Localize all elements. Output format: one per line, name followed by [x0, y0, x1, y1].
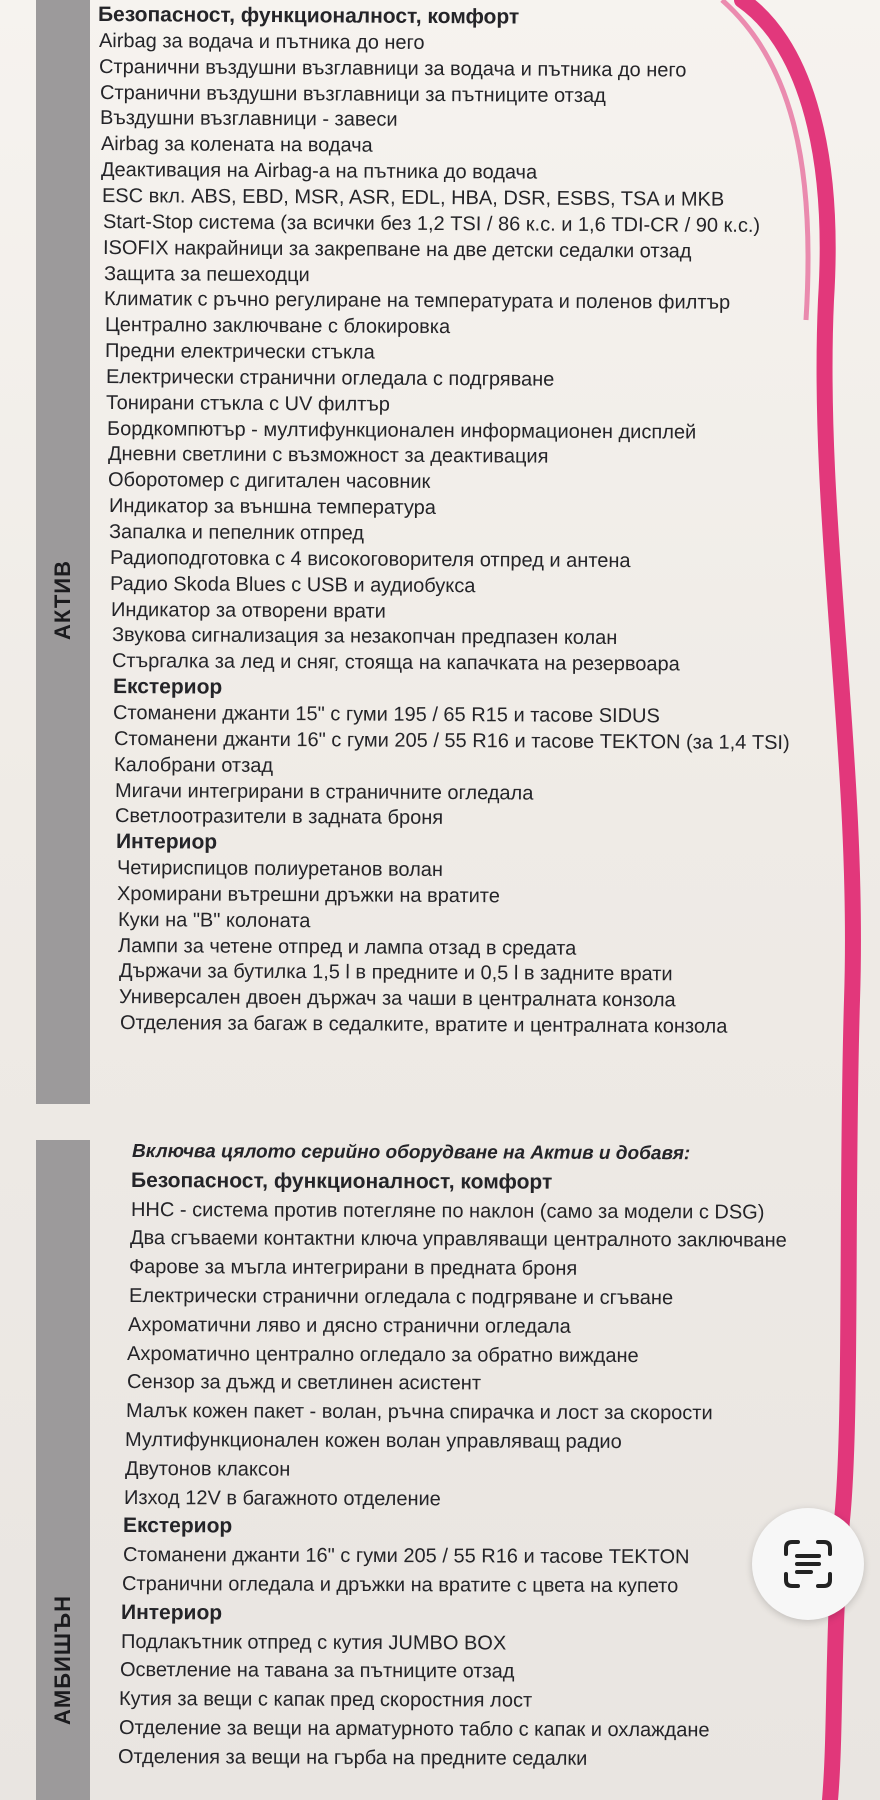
equipment-item: Индикатор за отворени врати	[110, 598, 386, 623]
equipment-item: Деактивация на Airbag-а на пътника до водача	[101, 159, 538, 184]
equipment-item: Запалка и пепелник отпред	[109, 521, 365, 545]
equipment-item: Стоманени джанти 16" с гуми 205 / 55 R16 и тасове TEKTON (за 1,4 TSI)	[113, 727, 790, 754]
equipment-item: Сензор за дъжд и светлинен асистент	[126, 1371, 481, 1395]
equipment-item: Отделение за вещи на арматурното табло с капак и охлаждане	[118, 1717, 710, 1742]
equipment-item: Бордкомпютър - мултифункционален информационен дисплей	[106, 417, 697, 444]
equipment-item: Фарове за мъгла интегрирани в предната броня	[129, 1256, 578, 1280]
equipment-item: Странични огледала и дръжки на вратите с цвета на купето	[121, 1573, 679, 1598]
equipment-item: Радио Skoda Blues с USB и аудиобукса	[110, 572, 476, 597]
equipment-item: Два сгъваеми контактни ключа управляващи централното заключване	[129, 1227, 787, 1253]
equipment-item: Предни електрически стъкла	[105, 340, 376, 364]
equipment-item: Start-Stop система (за всички без 1,2 TSI / 86 к.с. и 1,6 TDI-CR / 90 к.с.)	[102, 210, 760, 237]
equipment-item: Осветление на тавана за пътниците отзад	[119, 1659, 515, 1683]
equipment-item: Климатик с ръчно регулиране на температурата и поленов филтър	[104, 288, 731, 315]
equipment-item: Хромирани вътрешни дръжки на вратите	[117, 882, 501, 908]
equipment-item: Странични въздушни възглавници за водача и пътника до него	[99, 55, 687, 82]
equipment-item: Въздушни възглавници - завеси	[100, 107, 398, 132]
band-label-ambishan-text: АМБИШЪН	[50, 1595, 75, 1725]
band-label-aktiv	[36, 520, 90, 680]
equipment-item: Държачи за бутилка 1,5 l в предните и 0,5 l в задните врати	[118, 960, 673, 986]
equipment-item: Изход 12V в багажното отделение	[123, 1486, 441, 1510]
equipment-item: Стоманени джанти 15" с гуми 195 / 65 R15 и тасове SIDUS	[113, 701, 661, 728]
equipment-item: Електрически странични огледала с подгряване и сгъване	[128, 1285, 673, 1310]
equipment-item: Индикатор за външна температура	[108, 495, 436, 520]
equipment-item: Куки на "B" колоната	[117, 908, 311, 932]
equipment-item: Оборотомер с дигитален часовник	[108, 469, 431, 494]
section-heading: Безопасност, функционалност, комфорт	[131, 1168, 553, 1194]
equipment-item: Отделения за вещи на гърба на предните седалки	[117, 1745, 588, 1770]
equipment-item: Дневни светлини с възможност за деактивация	[107, 443, 549, 469]
equipment-item: Ахроматично централно огледало за обратно виждане	[127, 1342, 640, 1367]
section-heading: Екстериор	[123, 1514, 233, 1538]
equipment-item: Четириспицов полиуретанов волан	[116, 857, 443, 882]
equipment-item: ISOFIX накрайници за закрепване на две детски седалки отзад	[102, 236, 692, 263]
equipment-item: Airbag за колената на водача	[100, 133, 373, 157]
section-heading: Интериор	[121, 1600, 223, 1625]
section-band-ambishan	[36, 1140, 90, 1800]
equipment-item: Отделения за багаж в седалките, вратите и централната конзола	[119, 1012, 728, 1038]
band-label-ambishan	[36, 1540, 90, 1780]
text-scan-button[interactable]	[752, 1508, 864, 1620]
equipment-item: Звукова сигнализация за незакопчан предпазен колан	[111, 624, 617, 650]
band-label-aktiv-text: АКТИВ	[50, 559, 76, 641]
equipment-item: Универсален двоен държач за чаши в централната конзола	[119, 986, 677, 1012]
section-intro: Включва цялото серийно оборудване на Актив и добавя:	[131, 1141, 691, 1165]
equipment-item: ESC вкл. ABS, EBD, MSR, ASR, EDL, HBA, DSR, ESBS, TSA и MKB	[101, 184, 725, 211]
equipment-item: Мигачи интегрирани в страничните огледала	[114, 779, 534, 805]
section-heading: Екстериор	[112, 675, 223, 699]
equipment-item: Подлакътник отпред с кутия JUMBO BOX	[120, 1630, 506, 1655]
equipment-item: Светлоотразители в задната броня	[115, 805, 444, 830]
section-heading: Интериор	[115, 830, 218, 854]
equipment-item: Защита за пешеходци	[103, 262, 310, 286]
text-scan-icon	[778, 1534, 838, 1594]
equipment-item: Стоманени джанти 16" с гуми 205 / 55 R16 и тасове TEKTON	[122, 1544, 690, 1569]
equipment-item: Калобрани отзад	[114, 753, 274, 777]
equipment-item: Стъргалка за лед и сняг, стояща на капачката на резервоара	[112, 650, 680, 676]
section-band-aktiv	[36, 0, 90, 1104]
equipment-item: Лампи за четене отпред и лампа отзад в средата	[118, 934, 577, 960]
equipment-item: Тонирани стъкла с UV филтър	[106, 391, 391, 416]
equipment-item: Двутонов клаксон	[124, 1457, 290, 1481]
equipment-item: Кутия за вещи с капак пред скоростния лост	[119, 1688, 533, 1712]
equipment-item: Ахроматични ляво и дясно странични огледала	[127, 1313, 571, 1338]
equipment-item: Малък кожен пакет - волан, ръчна спирачка и лост за скорости	[125, 1400, 713, 1425]
section-heading: Безопасност, функционалност, комфорт	[97, 3, 520, 29]
equipment-item: Airbag за водача и пътника до него	[98, 29, 425, 54]
equipment-item: Мултифункционален кожен волан управляващ радио	[125, 1429, 623, 1453]
equipment-item: Електрически странични огледала с подгряване	[105, 365, 555, 391]
equipment-item: Централно заключване с блокировка	[104, 314, 450, 339]
equipment-item: Радиоподготовка с 4 високоговорителя отпред и антена	[109, 546, 631, 572]
equipment-item: Странични въздушни възглавници за пътниците отзад	[99, 81, 606, 107]
equipment-item: HHC - система против потегляне по наклон (само за модели с DSG)	[130, 1198, 765, 1224]
